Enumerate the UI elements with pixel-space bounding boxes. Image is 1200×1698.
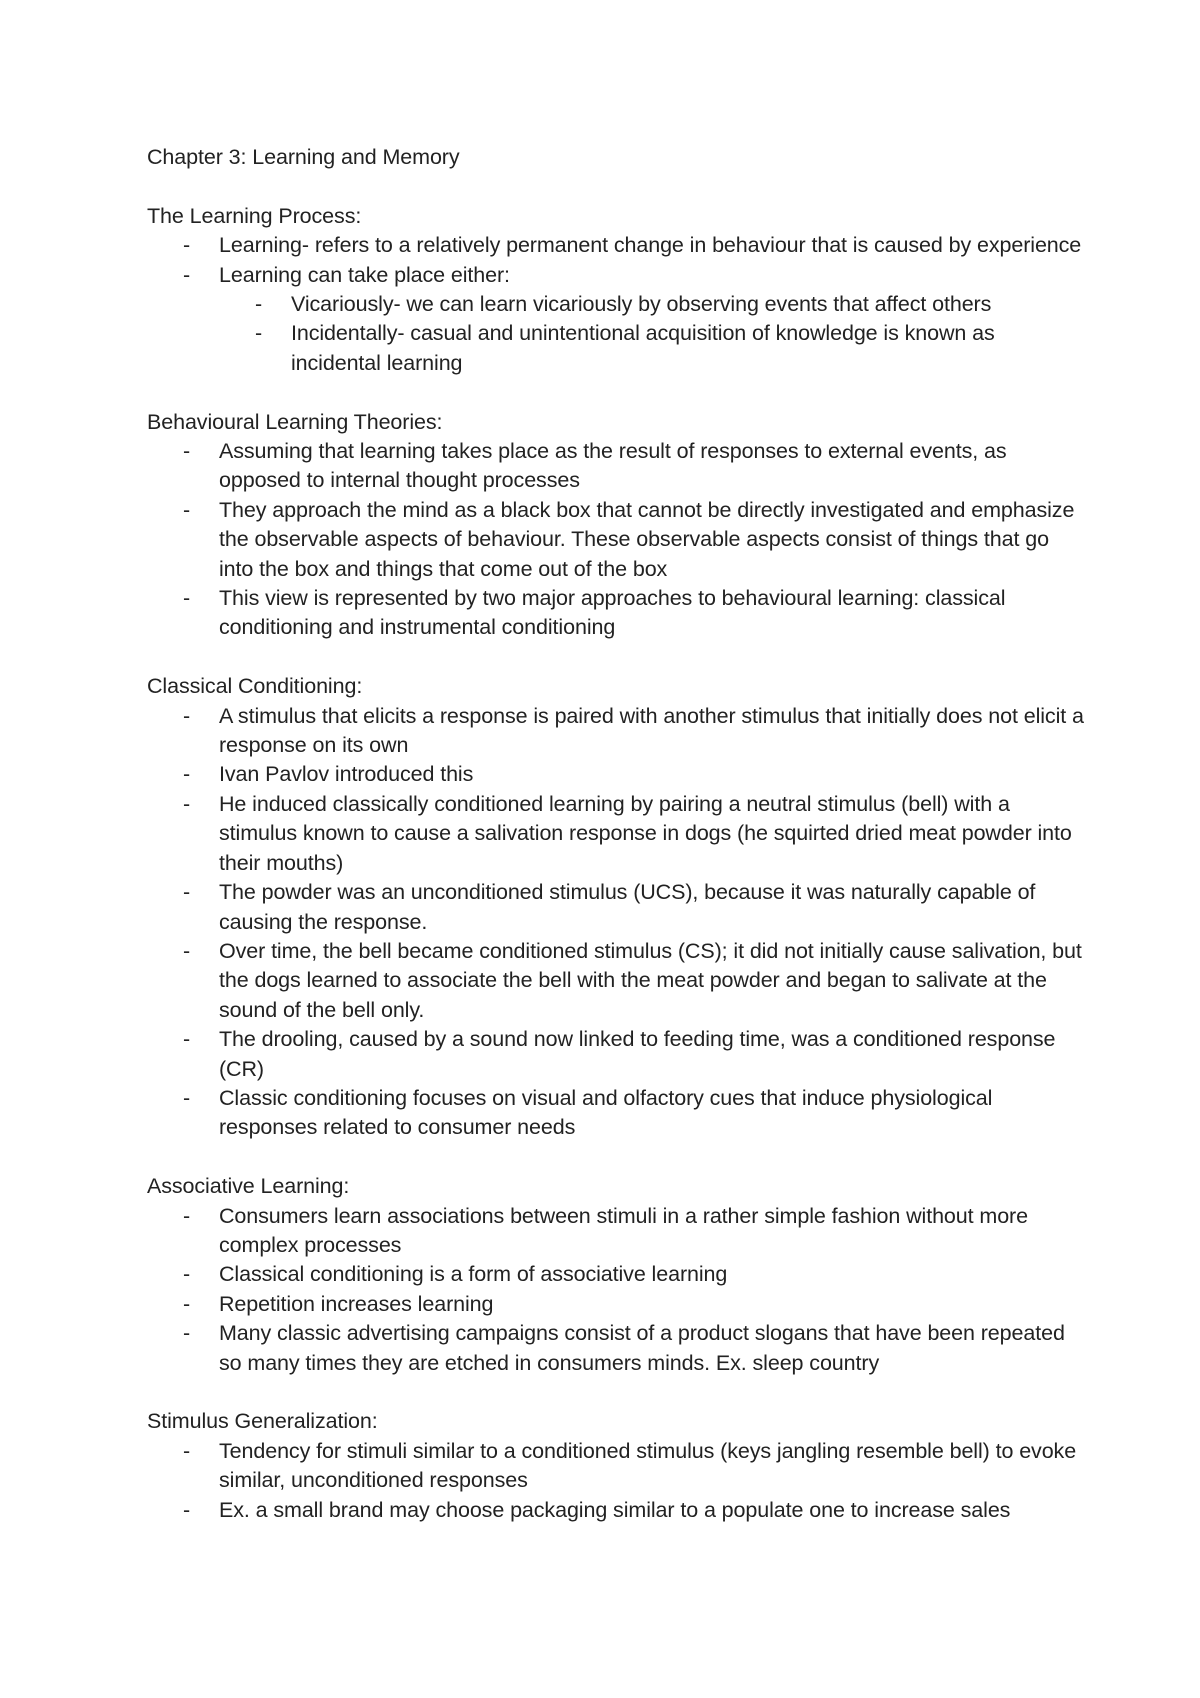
section-associative-learning [147,1172,1087,1378]
list-item: - Tendency for stimuli similar to a conditioned stimulus (keys jangling resemble bell) to evoke similar, unconditioned responses [147,1437,1087,1496]
list-item: - Over time, the bell became conditioned stimulus (CS); it did not initially cause salivation, but the dogs learned to associate the bell with the meat powder and began to salivate at the sound of the bell only. [147,937,1087,1025]
bullet-list [147,1437,1087,1525]
sub-list-item: - Vicariously- we can learn vicariously by observing events that affect others [219,290,1087,319]
list-item: - Ivan Pavlov introduced this [147,760,1087,789]
list-item: - He induced classically conditioned learning by pairing a neutral stimulus (bell) with a stimulus known to cause a salivation response in dogs (he squirted dried meat powder into their mouths) [147,790,1087,878]
section-classical-conditioning [147,672,1087,1143]
section-heading: The Learning Process: [147,203,362,228]
list-item-text: Learning can take place either: [219,262,510,287]
sub-list-item: - Incidentally- casual and unintentional acquisition of knowledge is known as incidental learning [219,319,1087,378]
list-item: - A stimulus that elicits a response is paired with another stimulus that initially does not elicit a response on its own [147,702,1087,761]
list-item: - This view is represented by two major approaches to behavioural learning: classical conditioning and instrumental conditioning [147,584,1087,643]
list-item: - The drooling, caused by a sound now linked to feeding time, was a conditioned response (CR) [147,1025,1087,1084]
list-item: - Assuming that learning takes place as the result of responses to external events, as opposed to internal thought processes [147,437,1087,496]
section-behavioural-learning-theories [147,408,1087,643]
list-item: - They approach the mind as a black box that cannot be directly investigated and emphasize the observable aspects of behaviour. These observable aspects consist of things that go into the box and things that come out of the box [147,496,1087,584]
document-title: Chapter 3: Learning and Memory [147,145,460,169]
list-item: - The powder was an unconditioned stimulus (UCS), because it was naturally capable of causing the response. [147,878,1087,937]
list-item: - Ex. a small brand may choose packaging similar to a populate one to increase sales [147,1496,1087,1525]
list-item: - Repetition increases learning [147,1290,1087,1319]
section-heading: Behavioural Learning Theories: [147,409,443,434]
document-page [147,143,1087,1525]
bullet-list [147,1202,1087,1378]
spacer [147,643,1087,672]
spacer [147,1378,1087,1407]
spacer [147,378,1087,407]
list-item: - Classic conditioning focuses on visual and olfactory cues that induce physiological responses related to consumer needs [147,1084,1087,1143]
section-heading: Classical Conditioning: [147,674,363,699]
section-learning-process [147,202,1087,378]
spacer [147,1143,1087,1172]
spacer [147,172,1087,201]
bullet-list [147,702,1087,1143]
section-heading: Stimulus Generalization: [147,1409,378,1434]
list-item: - Consumers learn associations between stimuli in a rather simple fashion without more complex processes [147,1202,1087,1261]
sub-bullet-list [219,290,1087,378]
list-item: - Many classic advertising campaigns consist of a product slogans that have been repeated so many times they are etched in consumers minds. Ex. sleep country [147,1319,1087,1378]
bullet-list [147,231,1087,378]
bullet-list [147,437,1087,643]
list-item: - Classical conditioning is a form of associative learning [147,1260,1087,1289]
section-heading: Associative Learning: [147,1174,350,1199]
section-stimulus-generalization [147,1407,1087,1525]
list-item [147,261,1087,379]
list-item: - Learning- refers to a relatively permanent change in behaviour that is caused by experience [147,231,1087,260]
